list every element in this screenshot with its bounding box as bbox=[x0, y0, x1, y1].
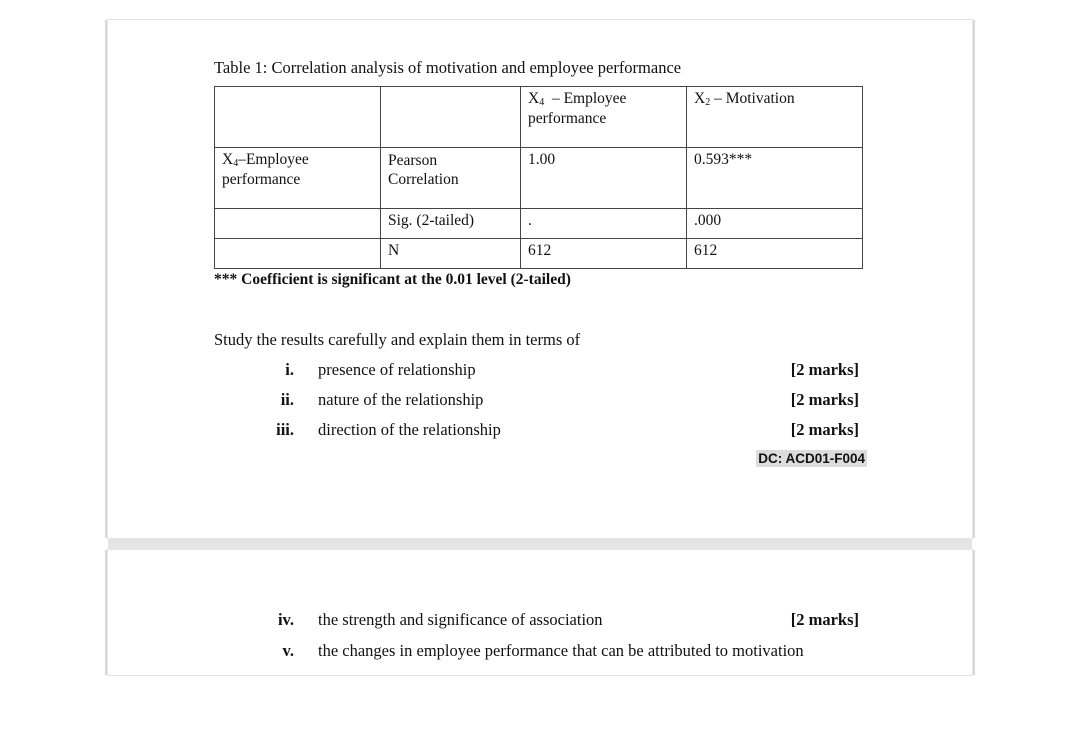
document-code: DC: ACD01-F004 bbox=[758, 451, 865, 466]
table-row-n bbox=[215, 239, 863, 269]
cell-pearson-x4: 1.00 bbox=[521, 148, 687, 209]
question-text: the strength and significance of association bbox=[318, 610, 603, 629]
stat-pearson-line1: Pearson bbox=[388, 152, 438, 169]
header-empty-cell-1 bbox=[215, 87, 381, 148]
question-marks: [2 marks] bbox=[790, 610, 859, 629]
stat-pearson-correlation bbox=[381, 148, 521, 209]
row-label-subscript: 4 bbox=[233, 158, 239, 169]
row-label-x4 bbox=[215, 148, 381, 209]
cell-sig-x2: .000 bbox=[687, 209, 863, 239]
header-x2-motivation bbox=[687, 87, 863, 148]
page-separator bbox=[108, 538, 972, 550]
question-marks: [2 marks] bbox=[790, 360, 859, 379]
cell-n-x2: 612 bbox=[687, 239, 863, 269]
row-label-line2: performance bbox=[222, 171, 301, 189]
row-sig-empty bbox=[215, 209, 381, 239]
question-number: iii. bbox=[276, 420, 294, 439]
row-label-letter: X bbox=[222, 151, 234, 168]
row-label-text: –Employee bbox=[238, 151, 309, 168]
header-empty-cell-2 bbox=[381, 87, 521, 148]
header-x2-letter: X bbox=[694, 90, 706, 107]
question-text: direction of the relationship bbox=[318, 420, 501, 439]
table-row-pearson bbox=[215, 148, 863, 209]
table-header-row bbox=[215, 87, 863, 148]
document-page-1 bbox=[108, 20, 972, 538]
row-n-empty bbox=[215, 239, 381, 269]
question-number: i. bbox=[285, 360, 294, 379]
header-x4-subscript: 4 bbox=[539, 97, 545, 108]
question-number: v. bbox=[282, 641, 294, 660]
table-caption: Table 1: Correlation analysis of motivation and employee performance bbox=[214, 58, 682, 77]
header-x4-letter: X bbox=[528, 90, 540, 107]
table-row-sig bbox=[215, 209, 863, 239]
cell-pearson-x2: 0.593*** bbox=[687, 148, 863, 209]
question-number: iv. bbox=[277, 610, 294, 629]
question-text: the changes in employee performance that can be attributed to motivation bbox=[318, 641, 804, 660]
header-x4-employee-performance bbox=[521, 87, 687, 148]
header-x2-subscript: 2 bbox=[705, 97, 711, 108]
cell-n-x4: 612 bbox=[521, 239, 687, 269]
table-footnote: *** Coefficient is significant at the 0.01 level (2-tailed) bbox=[214, 271, 571, 288]
stat-n: N bbox=[381, 239, 521, 269]
header-x2-label: – Motivation bbox=[710, 90, 795, 107]
correlation-table bbox=[214, 86, 863, 269]
question-marks: [2 marks] bbox=[790, 390, 859, 409]
header-x4-label-line2: performance bbox=[528, 110, 607, 128]
question-number: ii. bbox=[280, 390, 294, 409]
cell-sig-x4: . bbox=[521, 209, 687, 239]
question-text: presence of relationship bbox=[318, 360, 476, 379]
document-page-2 bbox=[108, 550, 972, 675]
header-x4-label: – Employee bbox=[544, 90, 627, 107]
question-marks: [2 marks] bbox=[790, 420, 859, 439]
question-text: nature of the relationship bbox=[318, 390, 484, 409]
stat-pearson-line2: Correlation bbox=[388, 171, 459, 189]
stat-sig-2-tailed: Sig. (2-tailed) bbox=[381, 209, 521, 239]
instructions-text: Study the results carefully and explain them in terms of bbox=[214, 330, 581, 349]
